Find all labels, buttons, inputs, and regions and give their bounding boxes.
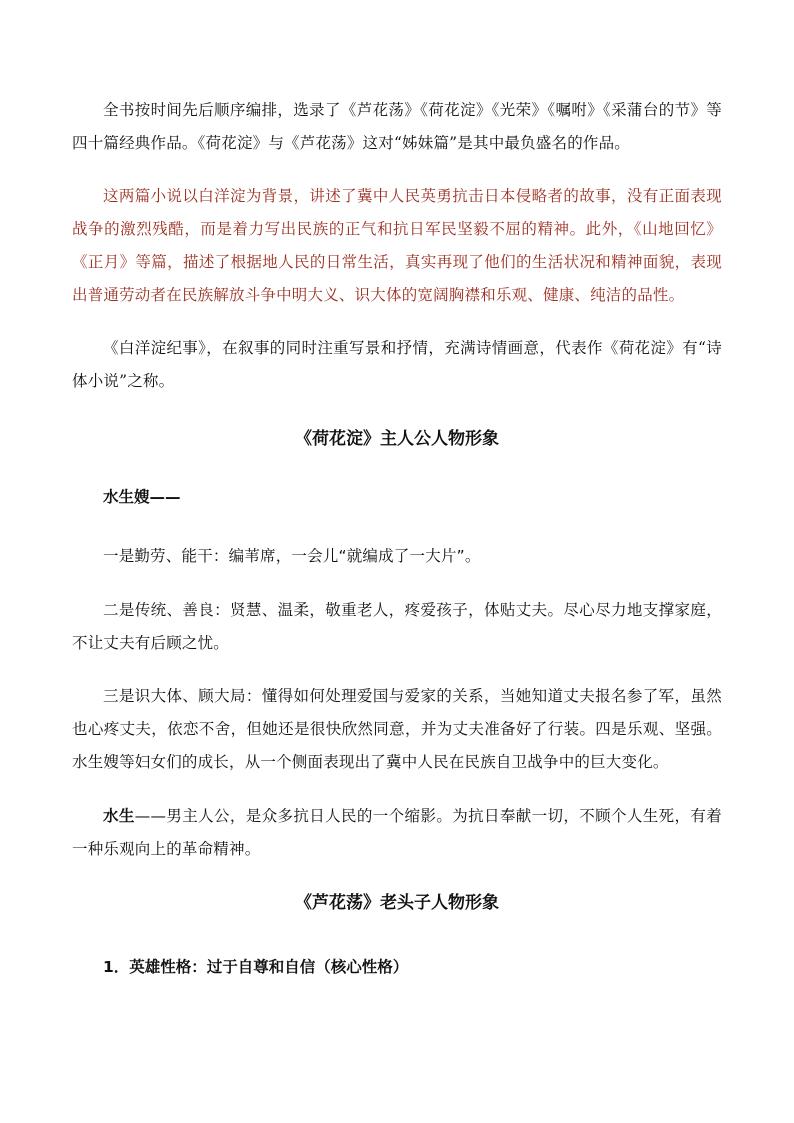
background-paragraph: 这两篇小说以白洋淀为背景，讲述了冀中人民英勇抗击日本侵略者的故事，没有正面表现战争的激烈残酷，而是着力写出民族的正气和抗日军民坚毅不屈的精神。此外，《山地回忆》《正月》等篇，描述了根据地人民的日常生活，真实再现了他们的生活状况和精神面貌，表现出普通劳动者在民族解放斗争中明大义、识大体的宽阔胸襟和乐观、健康、纯洁的品性。 <box>72 187 722 304</box>
trait-paragraph-3: 三是识大体、顾大局：懂得如何处理爱国与爱家的关系，当她知道丈夫报名参了军，虽然也心疼丈夫，依恋不舍，但她还是很快欣然同意，并为丈夫准备好了行装。四是乐观、坚强。水生嫂等妇女们的成长，从一个侧面表现出了冀中人民在民族自卫战争中的巨大变化。 <box>72 687 722 771</box>
trait-paragraph-1: 一是勤劳、能干：编苇席，一会儿“就编成了一大片”。 <box>103 547 481 565</box>
heading-luhuadang-oldman: 《芦花荡》老头子人物形象 <box>295 893 499 913</box>
style-paragraph: 《白洋淀纪事》，在叙事的同时注重写景和抒情，充满诗情画意，代表作《荷花淀》有“诗体小说”之称。 <box>72 339 722 390</box>
shuisheng-sao-label: 水生嫂—— <box>103 488 181 506</box>
intro-paragraph: 全书按时间先后顺序编排，选录了《芦花荡》《荷花淀》《光荣》《嘱咐》《采蒲台的节》等四十篇经典作品。《荷花淀》与《芦花荡》这对“姊妹篇”是其中最负盛名的作品。 <box>72 101 722 152</box>
shuisheng-text: ——男主人公，是众多抗日人民的一个缩影。为抗日奉献一切，不顾个人生死，有着一种乐观向上的革命精神。 <box>72 807 722 858</box>
oldman-item-1: 1．英雄性格：过于自尊和自信（核心性格） <box>103 958 409 976</box>
shuisheng-paragraph <box>72 800 722 866</box>
trait-paragraph-2: 二是传统、善良：贤慧、温柔，敬重老人，疼爱孩子，体贴丈夫。尽心尽力地支撑家庭，不让丈夫有后顾之忧。 <box>72 601 722 652</box>
heading-hehuadian-characters: 《荷花淀》主人公人物形象 <box>295 429 499 449</box>
shuisheng-lead: 水生 <box>103 807 135 825</box>
